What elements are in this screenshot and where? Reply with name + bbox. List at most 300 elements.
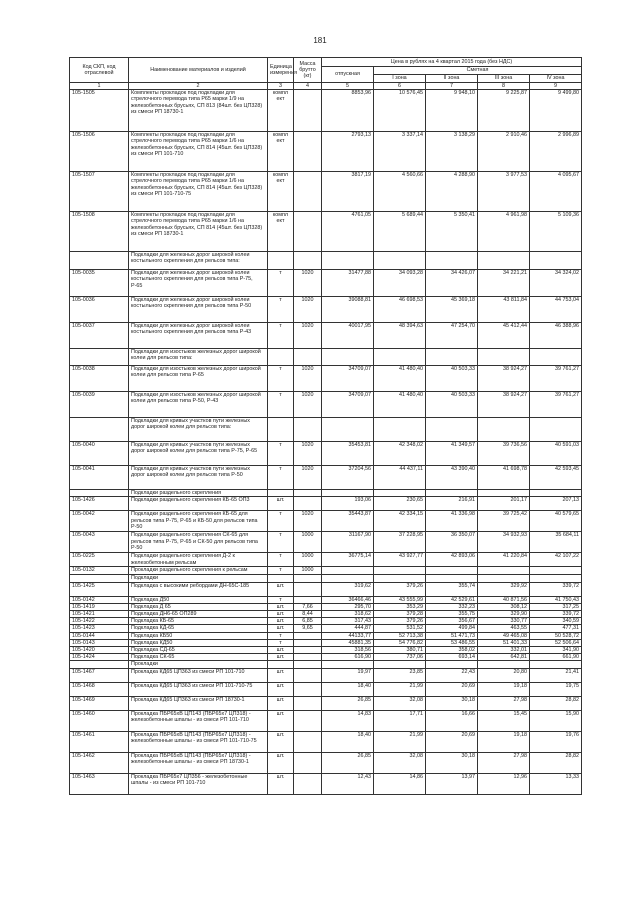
release-price-cell: 19,97 <box>322 668 374 682</box>
unit-cell: шт. <box>268 752 294 773</box>
release-price-cell <box>322 418 374 442</box>
zone-3-price-cell: 40 871,56 <box>478 596 530 603</box>
zone-2-price-cell: 36 350,07 <box>426 532 478 553</box>
mass-cell: 8,44 <box>294 611 322 618</box>
zone-2-price-cell: 13,97 <box>426 773 478 794</box>
table-row <box>70 172 582 212</box>
table-row <box>70 696 582 710</box>
mass-cell <box>294 752 322 773</box>
zone-2-price-cell: 4 288,90 <box>426 172 478 212</box>
zone-4-price-cell: 2 996,89 <box>530 132 582 172</box>
table-row <box>70 466 582 490</box>
mass-cell <box>294 639 322 646</box>
zone-4-price-cell: 341,90 <box>530 647 582 654</box>
mass-cell <box>294 647 322 654</box>
zone-3-price-cell: 41 220,84 <box>478 553 530 567</box>
zone-1-price-cell: 42 348,02 <box>374 442 426 466</box>
mass-cell: 1020 <box>294 442 322 466</box>
zone-4-price-cell: 340,59 <box>530 618 582 625</box>
code-cell: 105-1467 <box>70 668 129 682</box>
name-cell: Подкладки для изостыков железных дорог широкой колеи для рельсов типа Р-65 <box>129 366 268 392</box>
unit-cell: т <box>268 639 294 646</box>
code-cell: 105-1426 <box>70 497 129 511</box>
zone-3-price-cell: 34 221,21 <box>478 270 530 297</box>
release-price-cell: 317,43 <box>322 618 374 625</box>
mass-cell <box>294 682 322 696</box>
zone-4-price-cell: 207,13 <box>530 497 582 511</box>
zone-4-price-cell: 21,41 <box>530 668 582 682</box>
zone-1-price-cell: 48 394,63 <box>374 323 426 349</box>
zone-3-price-cell: 51 401,33 <box>478 639 530 646</box>
zone-2-price-cell: 355,74 <box>426 582 478 596</box>
zone-1-price-cell: 54 776,82 <box>374 639 426 646</box>
release-price-cell: 8853,96 <box>322 90 374 132</box>
unit-cell: шт. <box>268 696 294 710</box>
unit-cell <box>268 490 294 497</box>
unit-cell: шт. <box>268 611 294 618</box>
zone-4-price-cell: 42 593,45 <box>530 466 582 490</box>
name-cell: Подкладка КД50 <box>129 639 268 646</box>
mass-cell: 7,66 <box>294 603 322 610</box>
mass-cell <box>294 132 322 172</box>
release-price-cell: 12,43 <box>322 773 374 794</box>
mass-cell <box>294 596 322 603</box>
zone-4-price-cell: 15,90 <box>530 710 582 731</box>
zone-1-price-cell: 43 927,77 <box>374 553 426 567</box>
table-row <box>70 682 582 696</box>
unit-cell <box>268 575 294 582</box>
code-cell <box>70 490 129 497</box>
unit-cell: т <box>268 632 294 639</box>
name-cell: Прокладка ПБР65хВ ЦП143 (ПБР65х7 ЦП318) - железобетонные шпалы - из смеси РП 18730-1 <box>129 752 268 773</box>
name-cell: Подкладка СК-65 <box>129 654 268 661</box>
release-price-cell: 295,70 <box>322 603 374 610</box>
code-cell: 105-0036 <box>70 297 129 323</box>
mass-cell: 1000 <box>294 567 322 575</box>
release-price-cell: 18,40 <box>322 731 374 752</box>
table-row <box>70 366 582 392</box>
name-cell: Подкладка СД-65 <box>129 647 268 654</box>
table-row <box>70 632 582 639</box>
zone-3-price-cell: 19,18 <box>478 682 530 696</box>
name-cell: Комплекты прокладок под подкладки для стрелочного перевода типа Р65 марки 1/6 на железобетонных брусьях, СП 814 (45шт. без ЦП328) из смеси РП 101-710 <box>129 132 268 172</box>
unit-cell: т <box>268 270 294 297</box>
zone-3-price-cell <box>478 349 530 366</box>
release-price-cell <box>322 252 374 270</box>
zone-4-price-cell <box>530 575 582 582</box>
unit-cell: компл ект <box>268 172 294 212</box>
header-unit: Единица измерения <box>268 58 294 83</box>
zone-3-price-cell: 3 977,53 <box>478 172 530 212</box>
zone-1-price-cell <box>374 252 426 270</box>
release-price-cell: 31477,88 <box>322 270 374 297</box>
release-price-cell: 35443,87 <box>322 511 374 532</box>
zone-1-price-cell: 44 437,11 <box>374 466 426 490</box>
name-cell: Прокладка ПБР65хВ ЦП143 (ПБР65х7 ЦП318) - железобетонные шпалы - из смеси РП 101-710 <box>129 710 268 731</box>
table-row <box>70 639 582 646</box>
name-cell: Подкладка Д 65 <box>129 603 268 610</box>
table-row <box>70 511 582 532</box>
header-name: Наименование материалов и изделий <box>129 58 268 83</box>
header-price-title: Цена в рублях на 4 квартал 2015 года (без НДС) <box>322 58 582 67</box>
name-cell: Подкладка КБ50 <box>129 632 268 639</box>
name-cell: Подкладки раздельного скрепления Д-2 к железобетонным рельсам <box>129 553 268 567</box>
table-row <box>70 567 582 575</box>
zone-1-price-cell: 14,86 <box>374 773 426 794</box>
release-price-cell: 31167,90 <box>322 532 374 553</box>
col-number: 8 <box>478 83 530 90</box>
zone-4-price-cell: 28,82 <box>530 696 582 710</box>
zone-2-price-cell: 43 390,40 <box>426 466 478 490</box>
code-cell: 105-1469 <box>70 696 129 710</box>
table-row <box>70 668 582 682</box>
zone-3-price-cell: 38 924,27 <box>478 366 530 392</box>
release-price-cell: 14,83 <box>322 710 374 731</box>
code-cell <box>70 349 129 366</box>
header-mass: Масса брутто (кг) <box>294 58 322 83</box>
code-cell: 105-1423 <box>70 625 129 632</box>
unit-cell: шт. <box>268 497 294 511</box>
code-cell: 105-1421 <box>70 611 129 618</box>
col-number: 4 <box>294 83 322 90</box>
name-cell: Прокладка КД65 ЦП363 из смеси РП 18730-1 <box>129 696 268 710</box>
header-estimate: Сметная <box>374 67 582 75</box>
release-price-cell: 4761,05 <box>322 212 374 252</box>
price-table <box>69 57 582 795</box>
zone-3-price-cell <box>478 418 530 442</box>
zone-1-price-cell: 737,06 <box>374 654 426 661</box>
zone-1-price-cell: 4 560,66 <box>374 172 426 212</box>
name-cell: Подкладка КБ-65 <box>129 618 268 625</box>
table-row <box>70 532 582 553</box>
unit-cell: т <box>268 392 294 418</box>
zone-3-price-cell: 9 225,87 <box>478 90 530 132</box>
zone-3-price-cell: 329,92 <box>478 582 530 596</box>
unit-cell: шт. <box>268 682 294 696</box>
zone-1-price-cell <box>374 575 426 582</box>
header-release: отпускная <box>322 67 374 83</box>
release-price-cell <box>322 661 374 668</box>
zone-1-price-cell: 23,85 <box>374 668 426 682</box>
name-cell: Подкладки для железных дорог широкой колеи костыльного скрепления для рельсов типа: <box>129 252 268 270</box>
unit-cell: компл ект <box>268 212 294 252</box>
zone-3-price-cell: 201,17 <box>478 497 530 511</box>
zone-2-price-cell: 40 503,33 <box>426 366 478 392</box>
zone-4-price-cell: 28,82 <box>530 752 582 773</box>
zone-1-price-cell: 41 480,40 <box>374 392 426 418</box>
unit-cell: шт. <box>268 668 294 682</box>
unit-cell <box>268 418 294 442</box>
table-row <box>70 582 582 596</box>
page-number: 181 <box>313 36 327 45</box>
table-row <box>70 392 582 418</box>
table-row <box>70 731 582 752</box>
release-price-cell: 193,06 <box>322 497 374 511</box>
unit-cell: шт. <box>268 582 294 596</box>
zone-4-price-cell: 19,76 <box>530 731 582 752</box>
zone-1-price-cell: 3 337,14 <box>374 132 426 172</box>
release-price-cell: 45881,35 <box>322 639 374 646</box>
name-cell: Комплекты прокладок под подкладки для стрелочного перевода типа Р65 марки 1/6 на железобетонных брусьях, СП 814 (45шт. без ЦП328) из смеси РП 101-710-75 <box>129 172 268 212</box>
section-heading-row <box>70 252 582 270</box>
zone-4-price-cell <box>530 661 582 668</box>
release-price-cell: 26,85 <box>322 696 374 710</box>
release-price-cell: 39088,81 <box>322 297 374 323</box>
release-price-cell: 36466,46 <box>322 596 374 603</box>
code-cell: 105-1505 <box>70 90 129 132</box>
section-heading-row <box>70 575 582 582</box>
zone-3-price-cell <box>478 567 530 575</box>
code-cell: 105-1508 <box>70 212 129 252</box>
zone-2-price-cell: 499,84 <box>426 625 478 632</box>
zone-1-price-cell: 379,26 <box>374 618 426 625</box>
zone-2-price-cell: 30,18 <box>426 696 478 710</box>
unit-cell: т <box>268 532 294 553</box>
zone-2-price-cell: 332,23 <box>426 603 478 610</box>
zone-4-price-cell: 13,33 <box>530 773 582 794</box>
name-cell: Комплекты прокладок под подкладки для стрелочного перевода типа Р65 марки 1/9 на железобетонных брусьях, СП 813 (84шт. без ЦП328) из смеси РП 18730-1 <box>129 90 268 132</box>
unit-cell: шт. <box>268 773 294 794</box>
zone-4-price-cell: 477,31 <box>530 625 582 632</box>
zone-1-price-cell: 230,65 <box>374 497 426 511</box>
zone-3-price-cell: 330,77 <box>478 618 530 625</box>
release-price-cell <box>322 575 374 582</box>
zone-4-price-cell: 4 095,67 <box>530 172 582 212</box>
table-row <box>70 618 582 625</box>
table-row <box>70 270 582 297</box>
zone-4-price-cell: 339,72 <box>530 611 582 618</box>
zone-4-price-cell: 661,90 <box>530 654 582 661</box>
table-row <box>70 773 582 794</box>
name-cell: Подкладки для изостыков железных дорог широкой колеи для рельсов типа Р-50, Р-43 <box>129 392 268 418</box>
name-cell: Подкладки раздельного скрепления КБ-65 для рельсов типа Р-75, Р-65 и КБ-50 для рельсов типа Р-50 <box>129 511 268 532</box>
table-row <box>70 553 582 567</box>
release-price-cell <box>322 490 374 497</box>
unit-cell: т <box>268 553 294 567</box>
release-price-cell: 36775,14 <box>322 553 374 567</box>
col-number: 1 <box>70 83 129 90</box>
column-number-row <box>70 83 582 90</box>
mass-cell: 1020 <box>294 270 322 297</box>
table-row <box>70 625 582 632</box>
zone-4-price-cell: 19,75 <box>530 682 582 696</box>
table-row <box>70 442 582 466</box>
zone-4-price-cell <box>530 567 582 575</box>
table-row <box>70 654 582 661</box>
zone-3-price-cell <box>478 575 530 582</box>
release-price-cell: 318,56 <box>322 647 374 654</box>
mass-cell: 1000 <box>294 553 322 567</box>
zone-1-price-cell <box>374 567 426 575</box>
zone-2-price-cell: 42 893,06 <box>426 553 478 567</box>
zone-1-price-cell: 32,08 <box>374 752 426 773</box>
mass-cell: 9,65 <box>294 625 322 632</box>
zone-2-price-cell: 20,69 <box>426 731 478 752</box>
col-number: 2 <box>129 83 268 90</box>
zone-3-price-cell: 332,01 <box>478 647 530 654</box>
zone-1-price-cell: 41 480,40 <box>374 366 426 392</box>
unit-cell: т <box>268 323 294 349</box>
mass-cell <box>294 252 322 270</box>
code-cell: 105-1419 <box>70 603 129 610</box>
unit-cell: т <box>268 567 294 575</box>
table-row <box>70 323 582 349</box>
zone-2-price-cell <box>426 567 478 575</box>
zone-2-price-cell: 5 350,41 <box>426 212 478 252</box>
mass-cell: 1020 <box>294 323 322 349</box>
zone-1-price-cell: 380,71 <box>374 647 426 654</box>
zone-4-price-cell: 46 388,96 <box>530 323 582 349</box>
release-price-cell: 44133,77 <box>322 632 374 639</box>
zone-2-price-cell: 45 369,18 <box>426 297 478 323</box>
zone-2-price-cell <box>426 418 478 442</box>
code-cell <box>70 252 129 270</box>
unit-cell <box>268 252 294 270</box>
code-cell <box>70 575 129 582</box>
mass-cell: 1000 <box>294 532 322 553</box>
unit-cell <box>268 661 294 668</box>
code-cell: 105-1507 <box>70 172 129 212</box>
zone-2-price-cell: 40 503,33 <box>426 392 478 418</box>
zone-3-price-cell: 2 910,46 <box>478 132 530 172</box>
code-cell: 105-1461 <box>70 731 129 752</box>
zone-3-price-cell <box>478 490 530 497</box>
name-cell: Подкладки для кривых участков пути железных дорог широкой колеи для рельсов типа Р-50 <box>129 466 268 490</box>
name-cell: Подкладки раздельного скрепления <box>129 490 268 497</box>
name-cell: Подкладки для железных дорог широкой колеи костыльного скрепления для рельсов типа Р-75, Р-65 <box>129 270 268 297</box>
zone-1-price-cell: 379,28 <box>374 611 426 618</box>
mass-cell <box>294 90 322 132</box>
zone-4-price-cell: 40 579,65 <box>530 511 582 532</box>
zone-3-price-cell: 49 465,08 <box>478 632 530 639</box>
zone-1-price-cell <box>374 490 426 497</box>
release-price-cell: 616,90 <box>322 654 374 661</box>
zone-3-price-cell: 34 932,93 <box>478 532 530 553</box>
name-cell: Подкладки для железных дорог широкой колеи костыльного скрепления для рельсов типа Р-50 <box>129 297 268 323</box>
code-cell: 105-1462 <box>70 752 129 773</box>
header-zone-1: I зона <box>374 75 426 83</box>
code-cell: 105-1463 <box>70 773 129 794</box>
name-cell: Подкладка ДН6-65 ОП289 <box>129 611 268 618</box>
unit-cell: шт. <box>268 710 294 731</box>
name-cell: Подкладка с высокими ребордами ДН-65С-185 <box>129 582 268 596</box>
zone-2-price-cell: 41 336,98 <box>426 511 478 532</box>
table-row <box>70 603 582 610</box>
zone-3-price-cell: 38 924,27 <box>478 392 530 418</box>
zone-3-price-cell: 41 698,78 <box>478 466 530 490</box>
col-number: 7 <box>426 83 478 90</box>
zone-1-price-cell: 5 689,44 <box>374 212 426 252</box>
mass-cell <box>294 661 322 668</box>
col-number: 9 <box>530 83 582 90</box>
zone-2-price-cell: 41 349,57 <box>426 442 478 466</box>
code-cell: 105-0039 <box>70 392 129 418</box>
table-row <box>70 647 582 654</box>
release-price-cell: 319,62 <box>322 582 374 596</box>
code-cell: 105-1506 <box>70 132 129 172</box>
zone-2-price-cell <box>426 661 478 668</box>
name-cell: Прокладка ПБР65хВ ЦП143 (ПБР65х7 ЦП318) - железобетонные шпалы - из смеси РП 101-710-75 <box>129 731 268 752</box>
code-cell: 105-0142 <box>70 596 129 603</box>
name-cell: Прокладка ПБР65х7 ЦП356 - железобетонные шпалы - из смеси РП 101-710 <box>129 773 268 794</box>
name-cell: Подкладки раздельного скрепления КБ-65 ОП3 <box>129 497 268 511</box>
name-cell: Прокладка КД65 ЦП363 из смеси РП 101-710-75 <box>129 682 268 696</box>
unit-cell: т <box>268 442 294 466</box>
zone-4-price-cell <box>530 349 582 366</box>
unit-cell: шт. <box>268 647 294 654</box>
zone-1-price-cell: 37 228,95 <box>374 532 426 553</box>
name-cell: Прокладки раздельного скрепления к рельсам <box>129 567 268 575</box>
table-row <box>70 297 582 323</box>
mass-cell <box>294 490 322 497</box>
code-cell: 105-0042 <box>70 511 129 532</box>
code-cell: 105-1425 <box>70 582 129 596</box>
zone-2-price-cell: 16,66 <box>426 710 478 731</box>
zone-2-price-cell: 22,43 <box>426 668 478 682</box>
zone-2-price-cell <box>426 252 478 270</box>
zone-3-price-cell: 15,45 <box>478 710 530 731</box>
mass-cell: 6,85 <box>294 618 322 625</box>
unit-cell: т <box>268 596 294 603</box>
zone-3-price-cell: 39 736,56 <box>478 442 530 466</box>
name-cell: Подкладки раздельного скрепления СК-65 для рельсов типа Р-75, Р-65 и СК-50 для рельсов типа Р-50 <box>129 532 268 553</box>
mass-cell: 1020 <box>294 466 322 490</box>
zone-2-price-cell: 20,69 <box>426 682 478 696</box>
mass-cell <box>294 654 322 661</box>
zone-1-price-cell: 353,29 <box>374 603 426 610</box>
release-price-cell: 34709,07 <box>322 366 374 392</box>
table-row <box>70 596 582 603</box>
table-row <box>70 132 582 172</box>
zone-2-price-cell: 47 254,70 <box>426 323 478 349</box>
zone-2-price-cell: 42 529,61 <box>426 596 478 603</box>
zone-3-price-cell <box>478 252 530 270</box>
code-cell: 105-1424 <box>70 654 129 661</box>
zone-3-price-cell: 463,55 <box>478 625 530 632</box>
zone-4-price-cell: 41 750,43 <box>530 596 582 603</box>
unit-cell: т <box>268 366 294 392</box>
zone-2-price-cell: 693,14 <box>426 654 478 661</box>
header-code: Код СКП, код отраслевой <box>70 58 129 83</box>
section-heading-row <box>70 349 582 366</box>
zone-4-price-cell: 39 761,27 <box>530 392 582 418</box>
zone-3-price-cell: 20,80 <box>478 668 530 682</box>
zone-2-price-cell: 34 426,07 <box>426 270 478 297</box>
code-cell: 105-0038 <box>70 366 129 392</box>
release-price-cell: 40017,95 <box>322 323 374 349</box>
zone-2-price-cell: 3 138,29 <box>426 132 478 172</box>
zone-4-price-cell: 52 506,64 <box>530 639 582 646</box>
release-price-cell: 26,85 <box>322 752 374 773</box>
col-number: 3 <box>268 83 294 90</box>
name-cell: Подкладки <box>129 575 268 582</box>
zone-4-price-cell: 34 324,02 <box>530 270 582 297</box>
col-number: 5 <box>322 83 374 90</box>
table-row <box>70 90 582 132</box>
code-cell: 105-0143 <box>70 639 129 646</box>
zone-3-price-cell: 308,12 <box>478 603 530 610</box>
zone-3-price-cell: 12,96 <box>478 773 530 794</box>
zone-3-price-cell: 4 961,98 <box>478 212 530 252</box>
col-number: 6 <box>374 83 426 90</box>
name-cell: Подкладки для кривых участков пути железных дорог широкой колеи для рельсов типа Р-75, Р-65 <box>129 442 268 466</box>
zone-4-price-cell: 35 684,11 <box>530 532 582 553</box>
zone-3-price-cell: 19,18 <box>478 731 530 752</box>
header-zone-4: IV зона <box>530 75 582 83</box>
code-cell: 105-0037 <box>70 323 129 349</box>
unit-cell: т <box>268 466 294 490</box>
table-row <box>70 611 582 618</box>
